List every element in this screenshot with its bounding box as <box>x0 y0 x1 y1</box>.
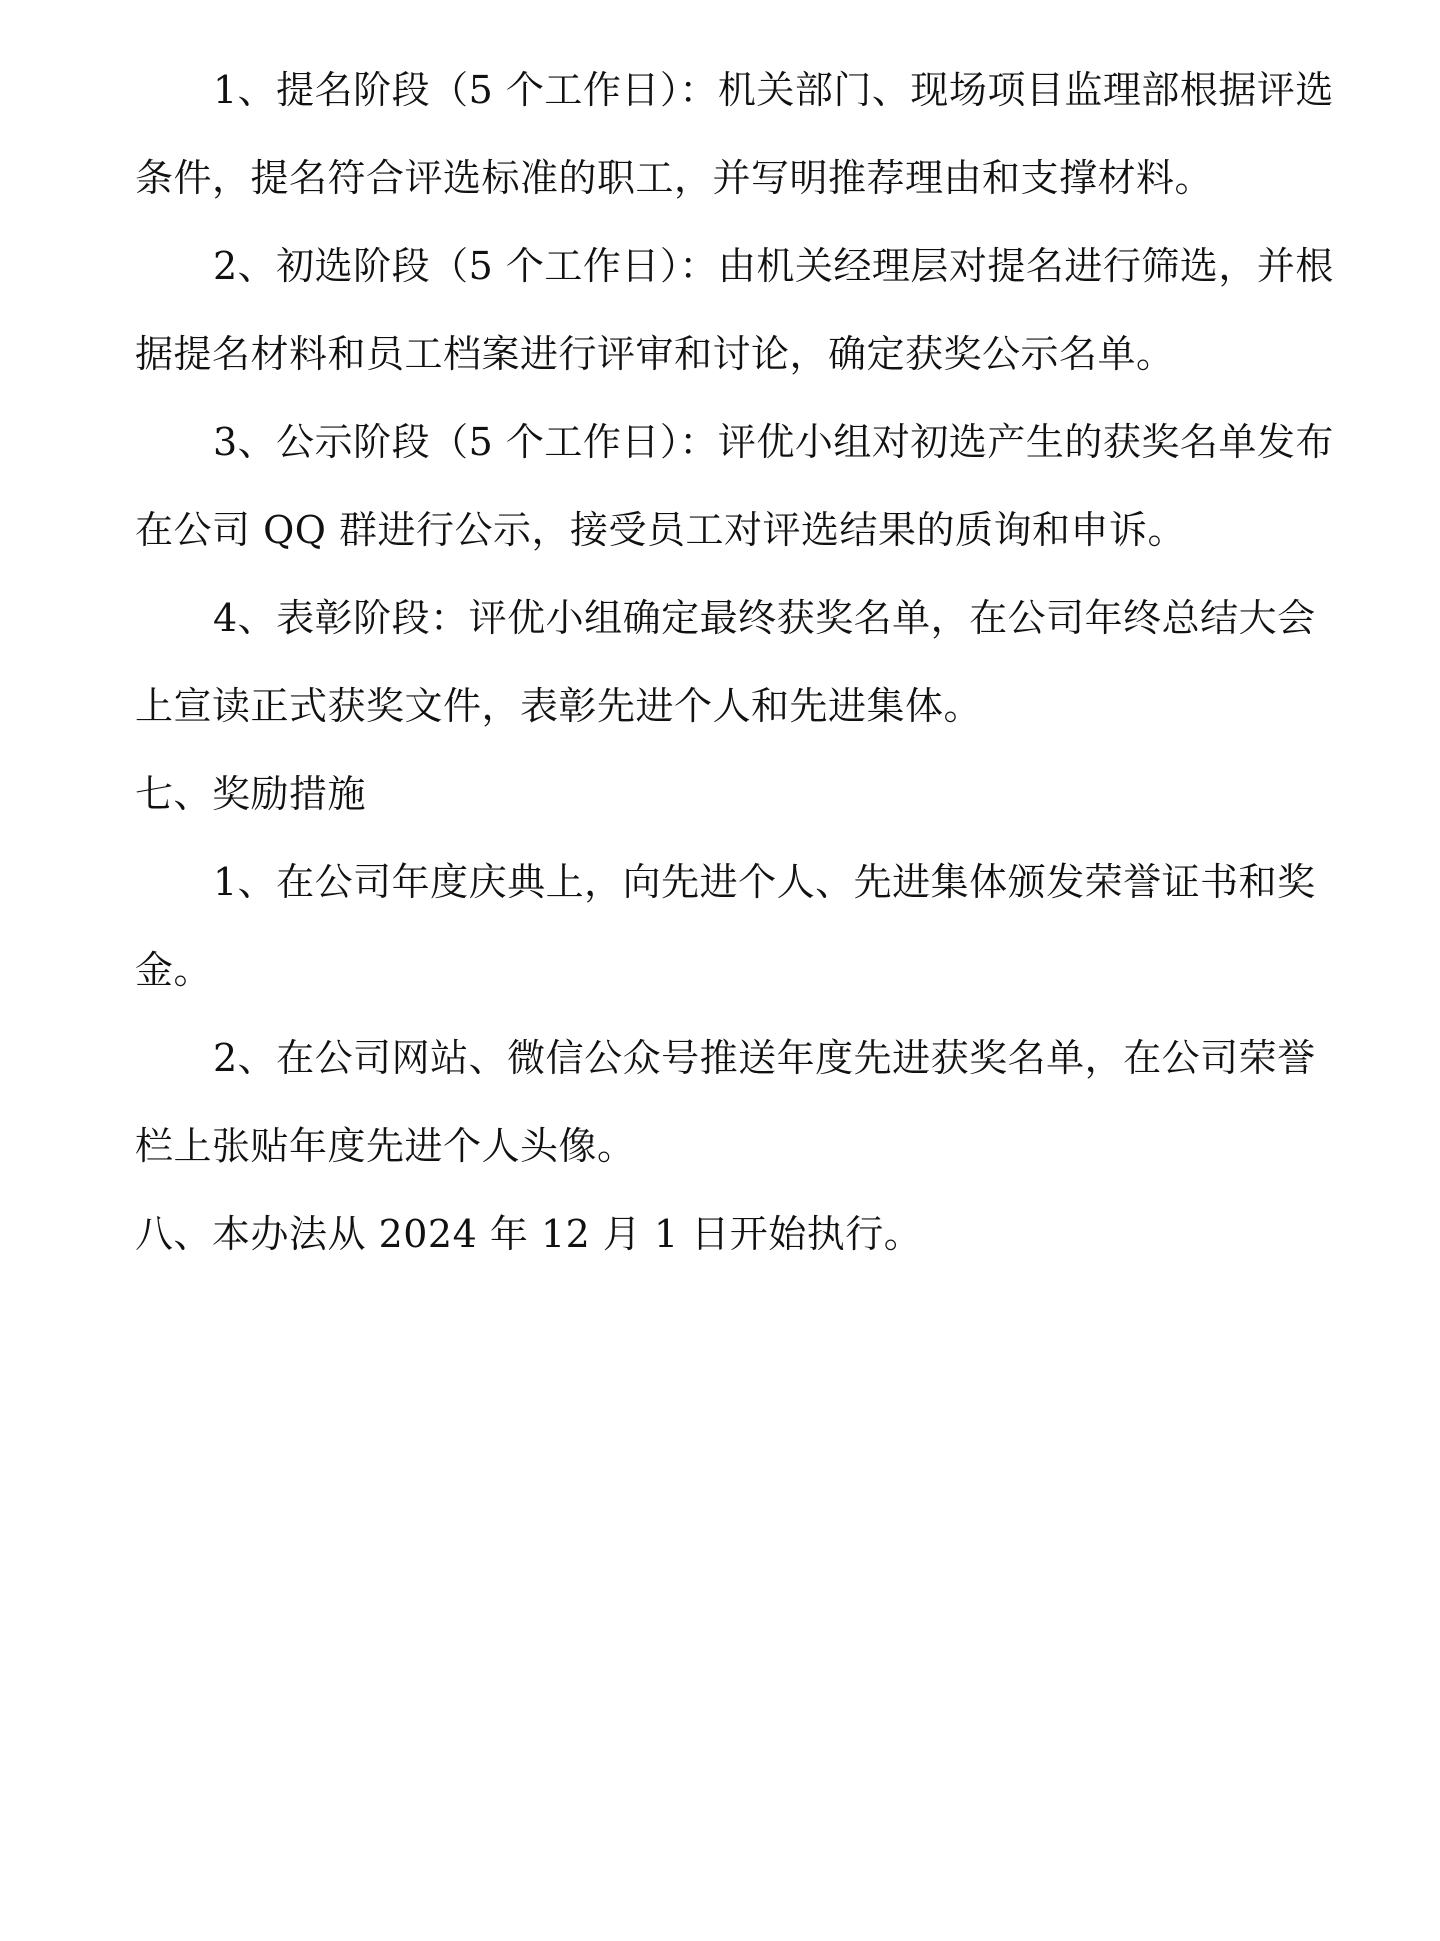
text-line: 金。 <box>135 948 213 992</box>
text-line: 据提名材料和员工档案进行评审和讨论，确定获奖公示名单。 <box>135 332 1175 376</box>
section-heading-effective-date <box>135 1190 1315 1278</box>
text-line: 栏上张贴年度先进个人头像。 <box>135 1124 636 1168</box>
text-line: 2、初选阶段（5 个工作日）：由机关经理层对提名进行筛选，并根 <box>213 244 1334 288</box>
nomination-stage-paragraph <box>135 46 1334 222</box>
public-notice-paragraph <box>135 398 1334 574</box>
section-heading-text: 七、奖励措施 <box>135 772 367 816</box>
text-line: 1、提名阶段（5 个工作日）：机关部门、现场项目监理部根据评选 <box>213 68 1334 112</box>
section-heading-text: 八、本办法从 2024 年 12 月 1 日开始执行。 <box>135 1212 923 1256</box>
text-line: 4、表彰阶段：评优小组确定最终获奖名单，在公司年终总结大会 <box>213 596 1316 640</box>
text-line: 3、公示阶段（5 个工作日）：评优小组对初选产生的获奖名单发布 <box>213 420 1334 464</box>
reward-measure-1-paragraph <box>135 838 1315 1014</box>
text-line: 条件，提名符合评选标准的职工，并写明推荐理由和支撑材料。 <box>135 156 1214 200</box>
text-line: 2、在公司网站、微信公众号推送年度先进获奖名单，在公司荣誉 <box>213 1036 1316 1080</box>
preliminary-selection-paragraph <box>135 222 1334 398</box>
document-body <box>135 46 1334 1278</box>
text-line: 1、在公司年度庆典上，向先进个人、先进集体颁发荣誉证书和奖 <box>213 860 1316 904</box>
text-line: 在公司 QQ 群进行公示，接受员工对评选结果的质询和申诉。 <box>135 508 1186 552</box>
section-heading-rewards <box>135 750 1315 838</box>
text-line: 上宣读正式获奖文件，表彰先进个人和先进集体。 <box>135 684 983 728</box>
commendation-stage-paragraph <box>135 574 1315 750</box>
reward-measure-2-paragraph <box>135 1014 1315 1190</box>
